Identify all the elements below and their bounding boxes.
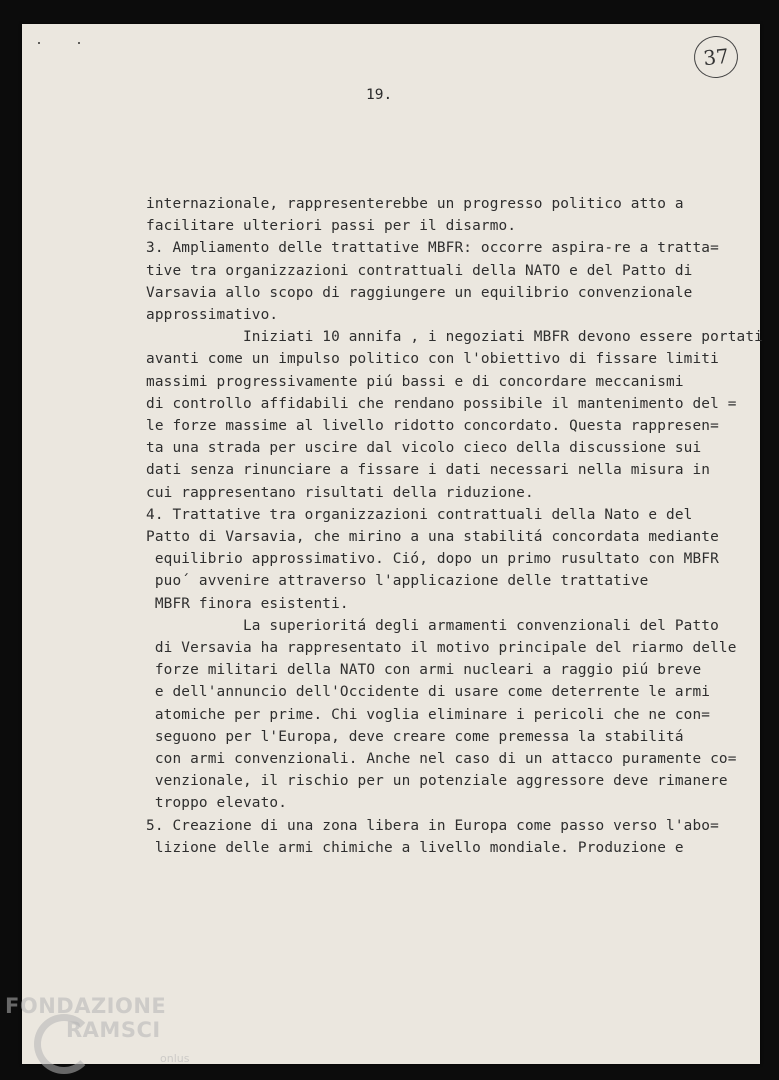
text-line: internazionale, rappresenterebbe un progresso politico atto a: [146, 196, 684, 212]
text-line: facilitare ulteriori passi per il disarmo.: [146, 218, 517, 235]
text-line: cui rappresentano risultati della riduzione.: [146, 484, 534, 501]
text-line: Iniziati 10 annifa , i negoziati MBFR devono essere portati: [146, 329, 763, 346]
text-line: ta una strada per uscire dal vicolo cieco della discussione sui: [146, 440, 702, 457]
text-line: 4. Trattative tra organizzazioni contrattuali della Nato e del: [146, 506, 693, 523]
text-line: atomiche per prime. Chi voglia eliminare i pericoli che ne con=: [146, 706, 711, 723]
text-line: seguono per l'Europa, deve creare come premessa la stabilitá: [146, 728, 684, 745]
text-line: dati senza rinunciare a fissare i dati necessari nella misura in: [146, 462, 711, 479]
archive-number-stamp: 37: [692, 34, 740, 80]
text-line: con armi convenzionali. Anche nel caso di un attacco puramente co=: [146, 751, 737, 767]
fondazione-gramsci-watermark: [0, 992, 200, 1080]
text-line: Patto di Varsavia, che mirino a una stabilitá concordata mediante: [146, 529, 719, 545]
text-line: avanti come un impulso politico con l'obiettivo di fissare limiti: [146, 351, 719, 368]
watermark-sub: onlus: [160, 1052, 190, 1065]
text-line: MBFR finora esistenti.: [146, 595, 349, 612]
text-line: approssimativo.: [146, 307, 279, 323]
page-number: 19.: [366, 87, 393, 103]
punch-mark: [78, 42, 80, 44]
text-line: Varsavia allo scopo di raggiungere un equilibrio convenzionale: [146, 284, 693, 301]
text-line: massimi progressivamente piú bassi e di concordare meccanismi: [146, 373, 684, 390]
text-line: 5. Creazione di una zona libera in Europa come passo verso l'abo=: [146, 817, 719, 834]
text-line: La superioritá degli armamenti convenzionali del Patto: [146, 617, 719, 634]
watermark-line2: RAMSCI: [66, 1018, 161, 1042]
text-line: venzionale, il rischio per un potenziale aggressore deve rimanere: [146, 773, 728, 790]
text-line: lizione delle armi chimiche a livello mondiale. Produzione e: [146, 839, 684, 856]
text-line: 3. Ampliamento delle trattative MBFR: occorre aspira-re a tratta=: [146, 240, 719, 257]
text-line: di Versavia ha rappresentato il motivo principale del riarmo delle: [146, 640, 737, 656]
punch-mark: [38, 42, 40, 44]
watermark-line1: FONDAZIONE: [5, 994, 167, 1018]
document-page: [22, 24, 763, 1064]
text-line: forze militari della NATO con armi nucleari a raggio piú breve: [146, 662, 702, 679]
text-line: troppo elevato.: [146, 795, 288, 812]
text-line: e dell'annuncio dell'Occidente di usare come deterrente le armi: [146, 684, 711, 701]
text-line: tive tra organizzazioni contrattuali della NATO e del Patto di: [146, 262, 693, 279]
text-line: equilibrio approssimativo. Ció, dopo un primo rusultato con MBFR: [146, 551, 719, 568]
text-line: puo´ avvenire attraverso l'applicazione delle trattative: [146, 573, 649, 590]
text-line: le forze massime al livello ridotto concordato. Questa rappresen=: [146, 418, 719, 434]
text-line: di controllo affidabili che rendano possibile il mantenimento del =: [146, 395, 737, 412]
